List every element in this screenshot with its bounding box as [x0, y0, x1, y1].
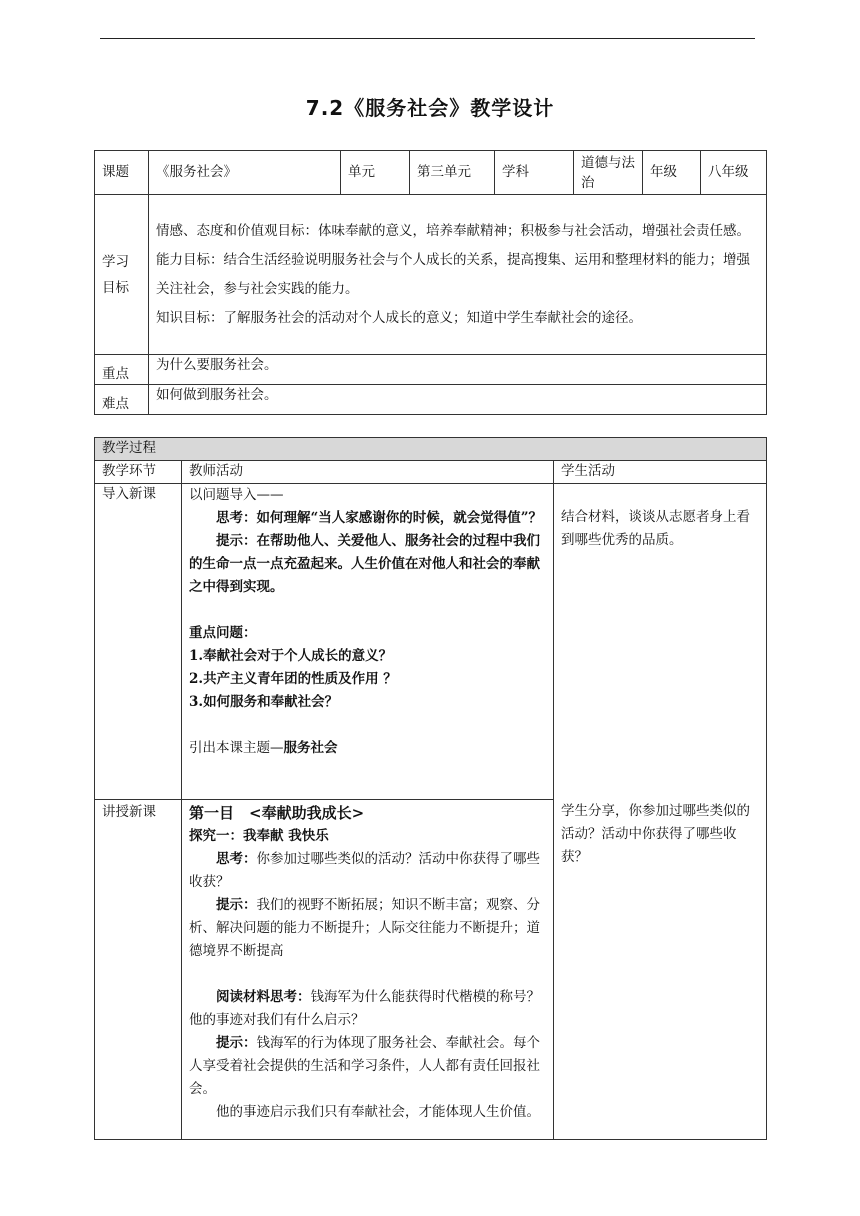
goals-content: [149, 195, 767, 355]
reading-hint-label: 提示：: [216, 1035, 257, 1051]
lecture-teacher: [182, 800, 554, 1140]
intro-think: 思考：如何理解“当人家感谢你的时候，就会觉得值”？: [216, 510, 543, 526]
intro-teacher: [182, 484, 554, 800]
lecture-student-text: 学生分享，你参加过哪些类似的活动？活动中你获得了哪些收获？: [561, 802, 750, 865]
lecture-row: [95, 800, 767, 1140]
process-table: [94, 437, 767, 1140]
key-question-3: 3.如何服务和奉献社会？: [189, 694, 339, 710]
lecture-student: [554, 800, 767, 1140]
header-rule: [100, 38, 755, 39]
goals-label-text: 学习目标: [102, 253, 129, 296]
info-table: [94, 150, 767, 415]
unit-value: 第三单元: [410, 151, 495, 195]
reading-hint: [189, 1032, 546, 1101]
info-row-basic: [95, 151, 767, 195]
process-header-row: [95, 438, 767, 461]
col-teacher: 教师活动: [182, 461, 554, 484]
process-header: 教学过程: [95, 438, 767, 461]
key-value: 为什么要服务社会。: [149, 355, 767, 385]
lesson-topic: [189, 737, 546, 760]
col-stage: 教学环节: [95, 461, 182, 484]
lecture-conclusion: 他的事迹启示我们只有奉献社会，才能体现人生价值。: [216, 1104, 540, 1120]
intro-stage: 导入新课: [95, 484, 182, 800]
key-questions-title: 重点问题：: [189, 625, 257, 641]
intro-student-text: 结合材料，谈谈从志愿者身上看到哪些优秀的品质。: [561, 509, 750, 548]
intro-student: [554, 484, 767, 800]
reading-hint-text: 钱海军的行为体现了服务社会、奉献社会。每个人享受着社会提供的生活和学习条件，人人都有责任回报社会。: [189, 1035, 540, 1097]
explore-title: 探究一：我奉献 我快乐: [189, 828, 329, 844]
reading-question-label: 阅读材料思考：: [216, 989, 311, 1005]
reading-question: [189, 986, 546, 1032]
unit-label: 单元: [341, 151, 410, 195]
lecture-hint: [189, 894, 546, 963]
difficulty-value: 如何做到服务社会。: [149, 385, 767, 415]
intro-hint: 提示：在帮助他人、关爱他人、服务社会的过程中我们的生命一点一点充盈起来。人生价值在对他人和社会的奉献之中得到实现。: [189, 533, 540, 595]
grade-value: 八年级: [701, 151, 767, 195]
goal-ability: 能力目标：结合生活经验说明服务社会与个人成长的关系，提高搜集、运用和整理材料的能力；增强关注社会，参与社会实践的能力。: [156, 251, 750, 297]
key-label: 重点: [95, 355, 149, 385]
goals-label: [95, 195, 149, 355]
topic-value: 《服务社会》: [149, 151, 341, 195]
lesson-topic-prefix: 引出本课主题—: [189, 740, 284, 756]
difficulty-label: 难点: [95, 385, 149, 415]
key-question-2: 2.共产主义青年团的性质及作用 ？: [189, 671, 397, 687]
info-row-difficulty: [95, 385, 767, 415]
info-row-goals: [95, 195, 767, 355]
key-question-1: 1.奉献社会对于个人成长的意义？: [189, 648, 393, 664]
intro-lead: 以问题导入——: [189, 487, 284, 503]
page-title: 7.2《服务社会》教学设计: [305, 96, 555, 120]
intro-row: [95, 484, 767, 800]
grade-label: 年级: [643, 151, 701, 195]
lecture-think-label: 思考：: [216, 851, 257, 867]
subject-label: 学科: [495, 151, 574, 195]
lecture-stage: 讲授新课: [95, 800, 182, 1140]
section-title: 第一目 <奉献助我成长>: [189, 804, 365, 822]
reading-question-text: 钱海军为什么能获得时代楷模的称号？他的事迹对我们有什么启示？: [189, 989, 540, 1028]
lecture-think: [189, 848, 546, 894]
lesson-topic-name: 服务社会: [283, 740, 338, 756]
lecture-think-text: 你参加过哪些类似的活动？活动中你获得了哪些收获？: [189, 851, 540, 890]
topic-label: 课题: [95, 151, 149, 195]
goal-emotion: 情感、态度和价值观目标：体味奉献的意义，培养奉献精神；积极参与社会活动，增强社会责任感。: [156, 222, 750, 239]
lecture-hint-text: 我们的视野不断拓展；知识不断丰富；观察、分析、解决问题的能力不断提升；人际交往能力不断提升；道德境界不断提高: [189, 897, 540, 959]
info-row-key: [95, 355, 767, 385]
subject-value: 道德与法治: [574, 151, 643, 195]
process-column-row: [95, 461, 767, 484]
lecture-hint-label: 提示：: [216, 897, 257, 913]
col-student: 学生活动: [554, 461, 767, 484]
goal-knowledge: 知识目标：了解服务社会的活动对个人成长的意义；知道中学生奉献社会的途径。: [156, 309, 642, 326]
